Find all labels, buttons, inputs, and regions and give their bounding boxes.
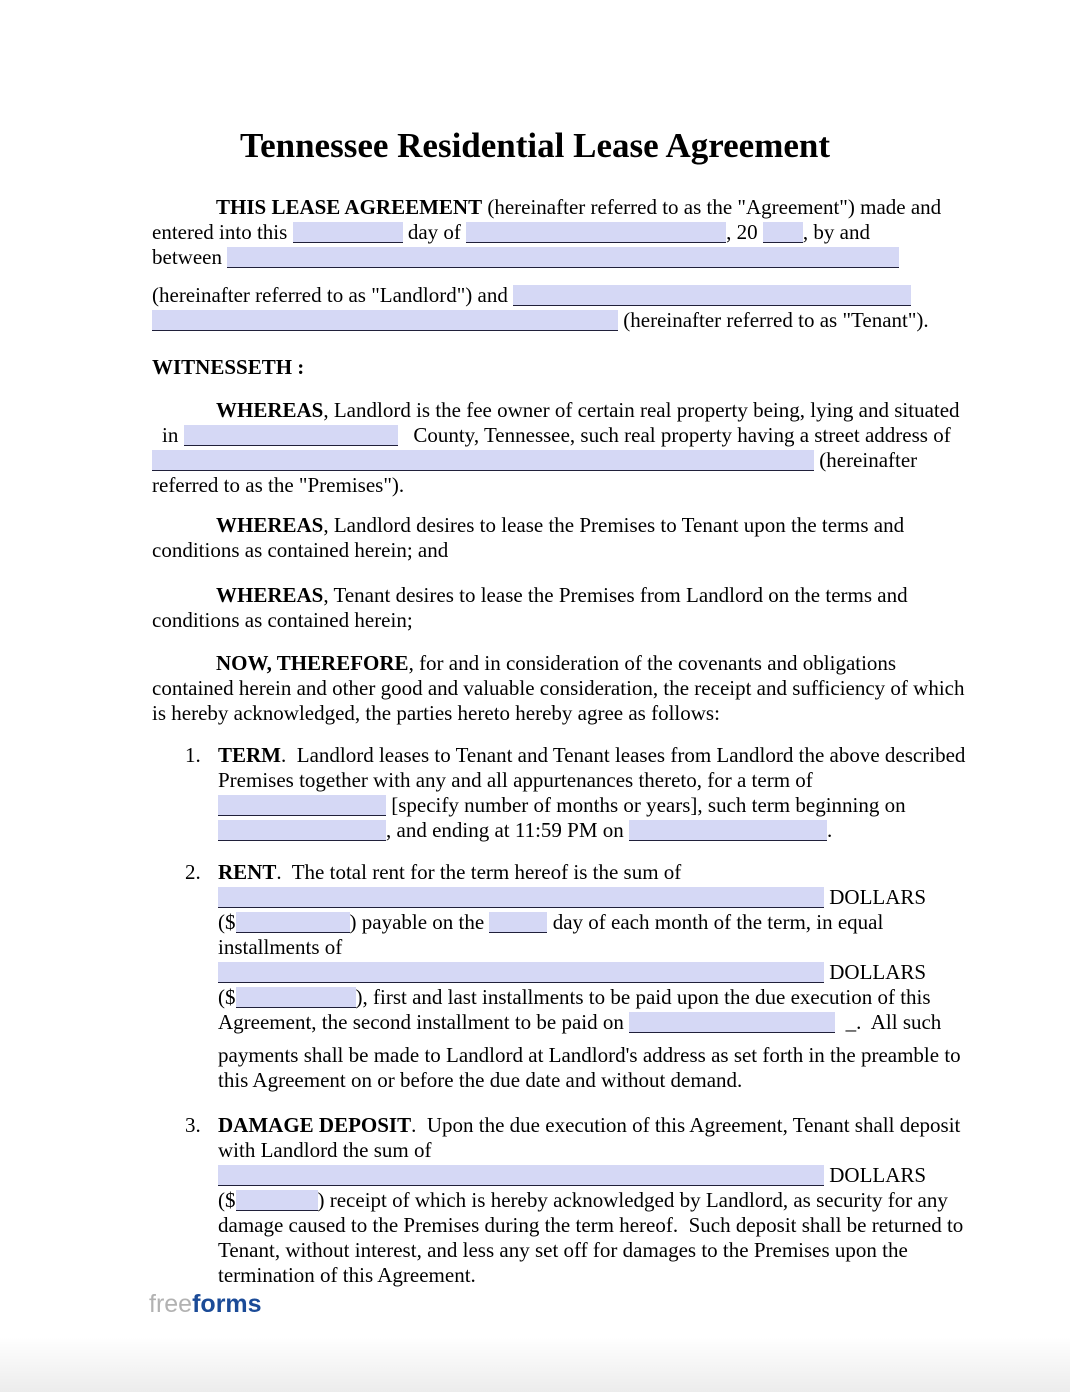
tenant-name-field-1[interactable] xyxy=(513,285,911,306)
text: (hereinafter xyxy=(814,448,918,472)
text: (hereinafter referred to as "Landlord") and xyxy=(152,283,514,307)
text-line xyxy=(152,423,951,448)
text-line xyxy=(152,355,918,380)
text: conditions as contained herein; xyxy=(152,608,413,632)
paragraph-gap xyxy=(218,1035,918,1043)
text: . Landlord leases to Tenant and Tenant leases from Landlord the above described xyxy=(281,743,966,767)
text-line xyxy=(152,676,965,701)
bold-text: WITNESSETH : xyxy=(152,355,305,379)
text: , for and in consideration of the covenants and obligations xyxy=(408,651,897,675)
text-line xyxy=(152,473,918,498)
text-line xyxy=(218,743,966,768)
text-line xyxy=(152,220,918,245)
text: County, Tennessee, such real property having a street address of xyxy=(397,423,951,447)
total-rent-words-field[interactable] xyxy=(218,887,824,908)
text-line xyxy=(152,608,918,633)
text-line xyxy=(218,768,918,793)
document-content xyxy=(152,0,966,1288)
term-length-field[interactable] xyxy=(218,795,386,816)
text: (hereinafter referred to as "Tenant"). xyxy=(618,308,929,332)
bold-text: WHEREAS xyxy=(216,398,324,422)
text: payments shall be made to Landlord at Landlord's address as set forth in the preamble to xyxy=(218,1043,961,1067)
text: day of each month of the term, in equal xyxy=(547,910,884,934)
text: conditions as contained herein; and xyxy=(152,538,449,562)
text: , and ending at 11:59 PM on xyxy=(386,818,630,842)
text-line xyxy=(218,985,931,1010)
term-start-date-field[interactable] xyxy=(218,820,386,841)
deposit-words-field[interactable] xyxy=(218,1165,824,1186)
text-line xyxy=(152,538,918,563)
installment-words-field[interactable] xyxy=(218,962,824,983)
text: ) receipt of which is hereby acknowledged by Landlord, as security for any xyxy=(317,1188,948,1212)
landlord-name-field[interactable] xyxy=(227,247,899,268)
bold-text: TERM xyxy=(218,743,281,767)
rent-section xyxy=(152,860,961,1093)
text: damage caused to the Premises during the term hereof. Such deposit shall be returned to xyxy=(218,1213,964,1237)
text: ($ xyxy=(218,910,236,934)
text-line xyxy=(218,1238,918,1263)
document-body xyxy=(152,195,966,1288)
text-line xyxy=(218,935,918,960)
second-installment-date-field[interactable] xyxy=(629,1012,835,1033)
whereas-tenant-paragraph xyxy=(152,583,918,633)
text: . The total rent for the term hereof is the sum of xyxy=(276,860,682,884)
text: , by and xyxy=(802,220,870,244)
text: Agreement, the second installment to be paid on xyxy=(218,1010,630,1034)
freeforms-logo xyxy=(149,1292,262,1317)
text: , Landlord desires to lease the Premises to Tenant upon the terms and xyxy=(323,513,905,537)
text-line xyxy=(218,860,918,885)
text: DOLLARS xyxy=(824,1163,927,1187)
text: Premises together with any and all appurtenances thereto, for a term of xyxy=(218,768,813,792)
text: . xyxy=(827,818,833,842)
text-line xyxy=(218,910,918,935)
text: , Landlord is the fee owner of certain real property being, lying and situated xyxy=(323,398,960,422)
text-line xyxy=(152,701,918,726)
text: is hereby acknowledged, the parties hereto hereby agree as follows: xyxy=(152,701,720,725)
bold-text: DAMAGE DEPOSIT xyxy=(218,1113,412,1137)
text-line xyxy=(152,448,918,473)
text-line xyxy=(218,793,918,818)
text-line xyxy=(152,398,960,423)
text-line xyxy=(152,651,918,676)
preamble-paragraph xyxy=(152,195,942,270)
text: ), first and last installments to be paid upon the due execution of this xyxy=(355,985,931,1009)
page-bottom-gradient xyxy=(0,1337,1070,1392)
text: termination of this Agreement. xyxy=(218,1263,476,1287)
execution-month-field[interactable] xyxy=(466,222,726,243)
text-line xyxy=(218,1163,927,1188)
text: in xyxy=(162,423,184,447)
text: installments of xyxy=(218,935,343,959)
text: contained herein and other good and valuable consideration, the receipt and sufficiency of which xyxy=(152,676,965,700)
street-address-field[interactable] xyxy=(152,450,814,471)
text-line xyxy=(152,195,942,220)
text: . Upon the due execution of this Agreement, Tenant shall deposit xyxy=(411,1113,961,1137)
now-therefore-paragraph xyxy=(152,651,965,726)
text-line xyxy=(218,1213,964,1238)
bold-text: WHEREAS xyxy=(216,583,324,607)
text: ($ xyxy=(218,985,236,1009)
bold-text: WHEREAS xyxy=(216,513,324,537)
county-field[interactable] xyxy=(184,425,398,446)
text-line xyxy=(152,513,918,538)
text-line xyxy=(218,1188,948,1213)
text-line xyxy=(218,1263,918,1288)
logo-forms-text: forms xyxy=(192,1290,262,1318)
text-line xyxy=(218,1138,918,1163)
execution-year-field[interactable] xyxy=(763,222,803,243)
text: _. All such xyxy=(835,1010,942,1034)
whereas-landlord-paragraph xyxy=(152,513,918,563)
text: day of xyxy=(402,220,467,244)
text: between xyxy=(152,245,228,269)
term-section xyxy=(152,743,966,843)
rent-section-number: 2. xyxy=(185,860,201,884)
rent-due-day-field[interactable] xyxy=(489,912,547,933)
text: this Agreement on or before the due date and without demand. xyxy=(218,1068,743,1092)
witnesseth-heading xyxy=(152,355,918,380)
text: , 20 xyxy=(726,220,763,244)
text-line xyxy=(152,245,918,270)
text-line xyxy=(152,308,929,333)
text-line xyxy=(218,818,918,843)
term-section-number: 1. xyxy=(185,743,201,767)
text: DOLLARS xyxy=(824,960,927,984)
text: [specify number of months or years], such term beginning on xyxy=(386,793,906,817)
bold-text: NOW, THEREFORE xyxy=(216,651,409,675)
execution-day-field[interactable] xyxy=(293,222,403,243)
text-line xyxy=(218,960,927,985)
text: with Landlord the sum of xyxy=(218,1138,432,1162)
text-line xyxy=(218,1043,961,1068)
text: (hereinafter referred to as the "Agreement") made and xyxy=(482,195,942,219)
text-line xyxy=(152,283,918,308)
damage-deposit-section-number: 3. xyxy=(185,1113,201,1137)
parties-paragraph xyxy=(152,283,929,333)
installment-numeric-field[interactable] xyxy=(236,987,356,1008)
text: entered into this xyxy=(152,220,293,244)
damage-deposit-section xyxy=(152,1113,964,1288)
text: referred to as the "Premises"). xyxy=(152,473,405,497)
text: ) payable on the xyxy=(349,910,490,934)
deposit-numeric-field[interactable] xyxy=(236,1190,318,1211)
text-line xyxy=(152,583,918,608)
text-line xyxy=(218,1068,918,1093)
bold-text: RENT xyxy=(218,860,277,884)
text: ($ xyxy=(218,1188,236,1212)
total-rent-numeric-field[interactable] xyxy=(236,912,350,933)
whereas-property-paragraph xyxy=(152,398,960,498)
bold-text: THIS LEASE AGREEMENT xyxy=(216,195,483,219)
logo-free-text: free xyxy=(149,1290,193,1318)
term-end-date-field[interactable] xyxy=(629,820,827,841)
text: Tenant, without interest, and less any set off for damages to the Premises upon the xyxy=(218,1238,908,1262)
text: DOLLARS xyxy=(824,885,927,909)
text-line xyxy=(218,885,927,910)
text-line xyxy=(218,1113,961,1138)
text: , Tenant desires to lease the Premises from Landlord on the terms and xyxy=(323,583,908,607)
tenant-name-field-2[interactable] xyxy=(152,310,618,331)
document-title: Tennessee Residential Lease Agreement xyxy=(239,126,831,165)
text-line xyxy=(218,1010,942,1035)
